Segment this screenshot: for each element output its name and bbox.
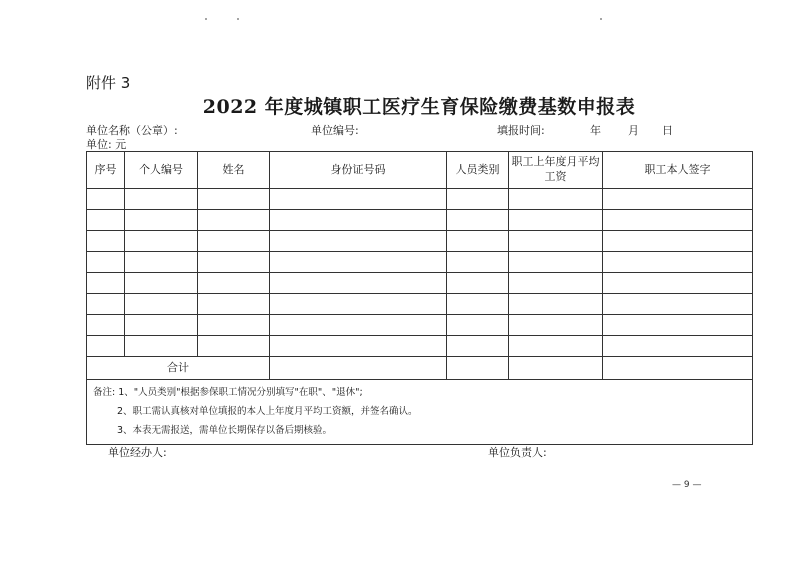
table-row — [87, 252, 753, 273]
table-cell[interactable] — [509, 315, 603, 336]
header-seq: 序号 — [87, 152, 125, 189]
table-cell[interactable] — [125, 252, 198, 273]
table-cell[interactable] — [198, 231, 270, 252]
unit-code-label: 单位编号: — [311, 124, 359, 137]
total-cell[interactable] — [270, 357, 447, 380]
table-cell[interactable] — [447, 336, 509, 357]
unit-handler-label: 单位经办人: — [108, 446, 167, 459]
table-cell[interactable] — [270, 189, 447, 210]
table-cell[interactable] — [198, 210, 270, 231]
table-cell[interactable] — [603, 315, 753, 336]
table-cell[interactable] — [87, 294, 125, 315]
table-cell[interactable] — [603, 336, 753, 357]
table-cell[interactable] — [198, 273, 270, 294]
table-cell[interactable] — [198, 294, 270, 315]
table-cell[interactable] — [447, 273, 509, 294]
unit-responsible-label: 单位负责人: — [488, 446, 547, 459]
scan-speck — [237, 18, 239, 20]
table-cell[interactable] — [603, 210, 753, 231]
year-label: 年 — [590, 124, 601, 137]
table-cell[interactable] — [198, 252, 270, 273]
table-cell[interactable] — [125, 210, 198, 231]
table-cell[interactable] — [270, 273, 447, 294]
annex-label: 附件 3 — [86, 74, 131, 92]
table-header-row — [87, 152, 753, 189]
fill-date-label: 填报时间: — [497, 124, 545, 137]
table-cell[interactable] — [87, 315, 125, 336]
total-cell[interactable] — [603, 357, 753, 380]
declaration-table — [86, 151, 753, 445]
table-row — [87, 315, 753, 336]
header-id-card: 身份证号码 — [270, 152, 447, 189]
table-cell[interactable] — [447, 210, 509, 231]
table-cell[interactable] — [270, 210, 447, 231]
header-avg-salary: 职工上年度月平均工资 — [509, 152, 603, 189]
header-personal-id: 个人编号 — [125, 152, 198, 189]
table-cell[interactable] — [509, 210, 603, 231]
table-cell[interactable] — [270, 336, 447, 357]
table-cell[interactable] — [447, 189, 509, 210]
table-cell[interactable] — [509, 189, 603, 210]
form-title: 2022 年度城镇职工医疗生育保险缴费基数申报表 — [202, 96, 636, 118]
total-label: 合计 — [87, 357, 270, 380]
table-cell[interactable] — [87, 231, 125, 252]
table-cell[interactable] — [270, 252, 447, 273]
unit-name-label: 单位名称（公章）: — [86, 124, 178, 137]
table-cell[interactable] — [509, 273, 603, 294]
table-cell[interactable] — [447, 315, 509, 336]
table-cell[interactable] — [125, 189, 198, 210]
table-cell[interactable] — [125, 273, 198, 294]
table-cell[interactable] — [125, 294, 198, 315]
month-label: 月 — [628, 124, 639, 137]
table-cell[interactable] — [125, 315, 198, 336]
table-cell[interactable] — [87, 273, 125, 294]
table-cell[interactable] — [509, 336, 603, 357]
table-row — [87, 189, 753, 210]
scan-speck — [600, 18, 602, 20]
table-cell[interactable] — [603, 294, 753, 315]
table-cell[interactable] — [87, 252, 125, 273]
header-category: 人员类别 — [447, 152, 509, 189]
table-cell[interactable] — [87, 336, 125, 357]
table-cell[interactable] — [125, 336, 198, 357]
table-cell[interactable] — [198, 189, 270, 210]
total-cell[interactable] — [447, 357, 509, 380]
table-cell[interactable] — [87, 210, 125, 231]
table-row — [87, 336, 753, 357]
table-cell[interactable] — [270, 231, 447, 252]
table-cell[interactable] — [603, 231, 753, 252]
table-cell[interactable] — [270, 294, 447, 315]
currency-unit-label: 单位: 元 — [86, 138, 127, 151]
table-row — [87, 294, 753, 315]
table-cell[interactable] — [270, 315, 447, 336]
table-cell[interactable] — [87, 189, 125, 210]
table-cell[interactable] — [603, 252, 753, 273]
table-cell[interactable] — [603, 189, 753, 210]
note-line-1: 备注: 1、"人员类别"根据参保职工情况分别填写"在职"、"退休"; — [93, 387, 363, 398]
table-cell[interactable] — [198, 336, 270, 357]
table-cell[interactable] — [603, 273, 753, 294]
table-cell[interactable] — [509, 252, 603, 273]
total-cell[interactable] — [509, 357, 603, 380]
table-cell[interactable] — [509, 294, 603, 315]
scan-speck — [205, 18, 207, 20]
table-cell[interactable] — [447, 231, 509, 252]
day-label: 日 — [662, 124, 673, 137]
table-cell[interactable] — [447, 252, 509, 273]
table-row — [87, 231, 753, 252]
table-cell[interactable] — [125, 231, 198, 252]
page-number: — 9 — — [672, 480, 702, 490]
note-line-3: 3、本表无需报送，需单位长期保存以备后期核验。 — [117, 425, 333, 436]
notes-row — [87, 380, 753, 445]
header-name: 姓名 — [198, 152, 270, 189]
table-cell[interactable] — [198, 315, 270, 336]
table-row — [87, 210, 753, 231]
table-cell[interactable] — [509, 231, 603, 252]
table-cell[interactable] — [447, 294, 509, 315]
notes-cell — [87, 380, 753, 445]
total-row — [87, 357, 753, 380]
header-signature: 职工本人签字 — [603, 152, 753, 189]
note-line-2: 2、职工需认真核对单位填报的本人上年度月平均工资额，并签名确认。 — [117, 406, 418, 417]
table-row — [87, 273, 753, 294]
